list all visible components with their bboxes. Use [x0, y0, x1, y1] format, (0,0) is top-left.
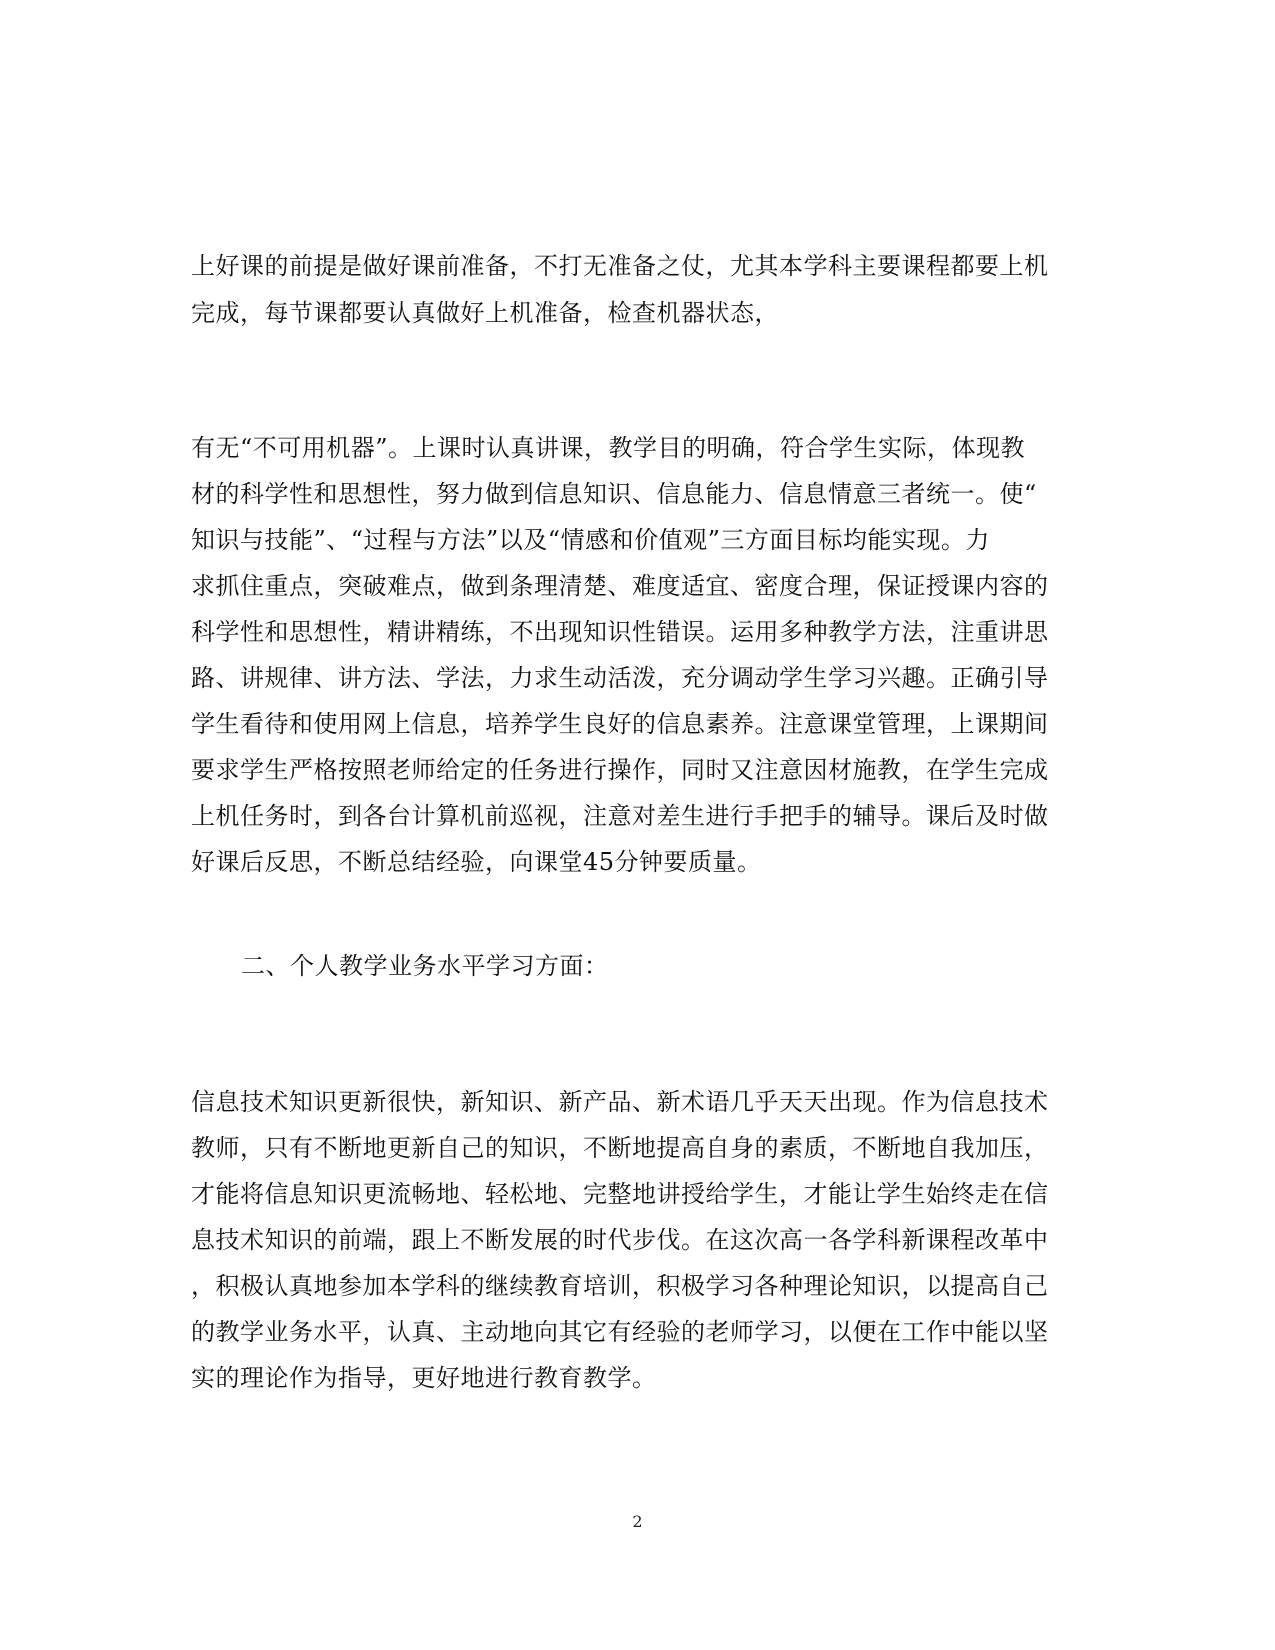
text-line: 要求学生严格按照老师给定的任务进行操作，同时又注意因材施教，在学生完成: [191, 756, 1049, 784]
text-line: 上机任务时，到各台计算机前巡视，注意对差生进行手把手的辅导。课后及时做: [191, 802, 1049, 830]
text-line: 路、讲规律、讲方法、学法，力求生动活泼，充分调动学生学习兴趣。正确引导: [191, 664, 1049, 692]
text-line: 教师，只有不断地更新自己的知识，不断地提高自身的素质，不断地自我加压，: [191, 1134, 1049, 1162]
text-line: ，积极认真地参加本学科的继续教育培训，积极学习各种理论知识，以提高自己: [191, 1272, 1049, 1300]
text-line: 科学性和思想性，精讲精练，不出现知识性错误。运用多种教学方法，注重讲思: [191, 618, 1049, 646]
text-line: 信息技术知识更新很快，新知识、新产品、新术语几乎天天出现。作为信息技术: [191, 1088, 1049, 1116]
text-line: 实的理论作为指导，更好地进行教育教学。: [191, 1364, 657, 1392]
section-heading: 二、个人教学业务水平学习方面：: [241, 952, 609, 980]
text-line: 材的科学性和思想性，努力做到信息知识、信息能力、信息情意三者统一。使“: [191, 480, 1037, 508]
text-line: 息技术知识的前端，跟上不断发展的时代步伐。在这次高一各学科新课程改革中: [191, 1226, 1049, 1254]
text-line: 完成，每节课都要认真做好上机准备，检查机器状态，: [191, 299, 779, 327]
text-line: 的教学业务水平，认真、主动地向其它有经验的老师学习，以便在工作中能以坚: [191, 1318, 1049, 1346]
text-line: 好课后反思，不断总结经验，向课堂45分钟要质量。: [191, 848, 762, 876]
text-line: 求抓住重点，突破难点，做到条理清楚、难度适宜、密度合理，保证授课内容的: [191, 572, 1049, 600]
text-line: 学生看待和使用网上信息，培养学生良好的信息素养。注意课堂管理，上课期间: [191, 710, 1049, 738]
text-line: 知识与技能”、“过程与方法”以及“情感和价值观”三方面目标均能实现。力: [191, 526, 990, 554]
text-line: 才能将信息知识更流畅地、轻松地、完整地讲授给学生，才能让学生始终走在信: [191, 1180, 1049, 1208]
page-number: 2: [632, 1512, 643, 1531]
text-line: 有无“不可用机器”。上课时认真讲课，教学目的明确，符合学生实际，体现教: [191, 434, 1026, 462]
text-line: 上好课的前提是做好课前准备，不打无准备之仗，尤其本学科主要课程都要上机: [191, 252, 1049, 280]
